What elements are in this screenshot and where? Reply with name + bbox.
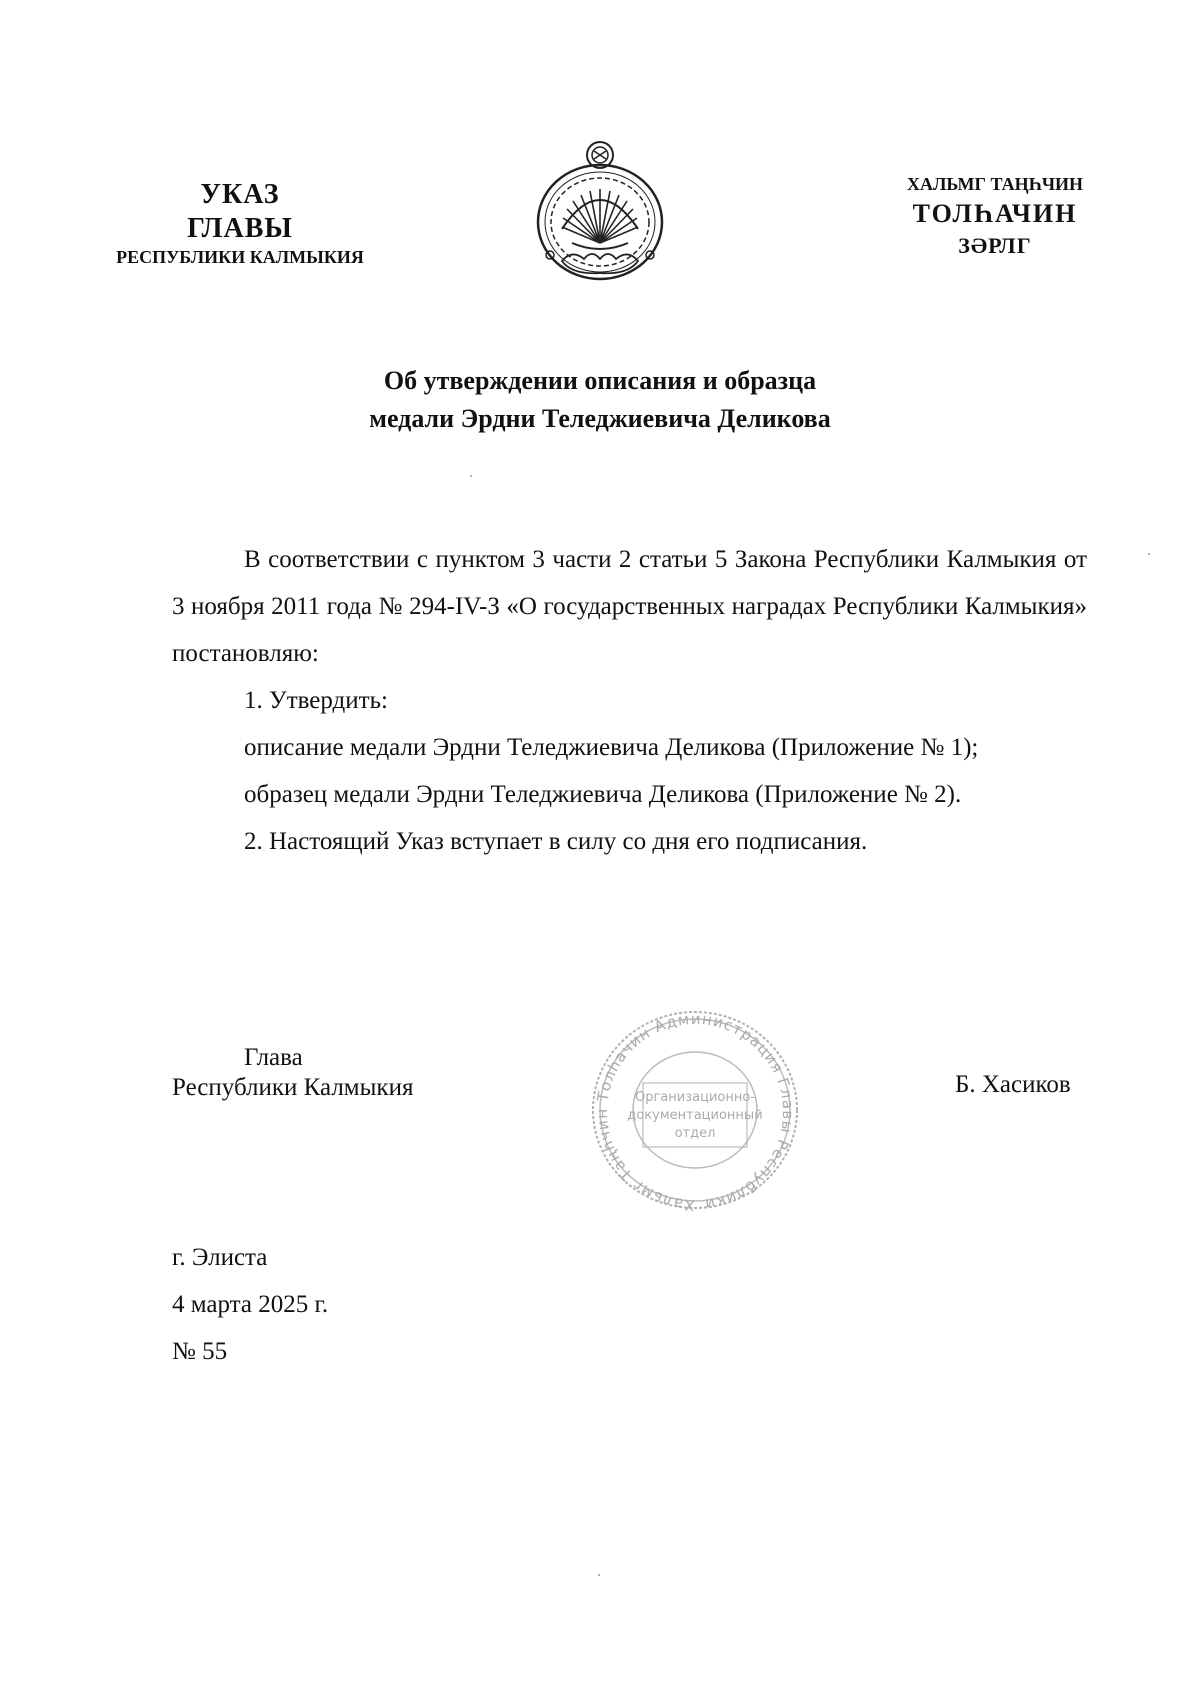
title-line2: медали Эрдни Теледжиевича Деликова [369, 403, 831, 433]
stamp-outer-text: Хальмг Таңһчин Толһачин Администрация Главы Республики [592, 1009, 798, 1215]
item-1-description: описание медали Эрдни Теледжиевича Деликова (Приложение № 1); [244, 734, 979, 761]
preamble-paragraph: В соответствии с пунктом 3 части 2 статьи 5 Закона Республики Калмыкия от 3 ноября 2011 года № 294-IV-З «О государственных наградах Республики Калмыкия» постановляю: [172, 546, 1087, 667]
decree-header-left [60, 178, 420, 269]
decree-number: № 55 [172, 1338, 228, 1365]
scan-speck [598, 1574, 600, 1576]
round-seal-icon [585, 1005, 805, 1220]
position-line2: Республики Калмыкия [172, 1074, 414, 1101]
scan-speck [1148, 553, 1150, 555]
scan-speck [470, 475, 472, 477]
signatory-position [172, 1043, 413, 1103]
item-1: 1. Утвердить: [244, 687, 388, 714]
decree-header-right [845, 174, 1145, 259]
issue-city: г. Элиста [172, 1244, 268, 1271]
kalmykia-coat-of-arms-icon [532, 137, 668, 292]
decree-body [172, 536, 1087, 865]
issue-date: 4 марта 2025 г. [172, 1291, 329, 1318]
header-right-line2: ТОЛҺАЧИН [912, 198, 1078, 228]
header-right-line3: ЗӘРЛГ [958, 232, 1032, 258]
stamp-inner-line2: документационный [627, 1108, 763, 1123]
title-line1: Об утверждении описания и образца [383, 366, 817, 395]
header-right-line1: ХАЛЬМГ ТАҢҺЧИН [906, 174, 1084, 194]
item-2: 2. Настоящий Указ вступает в силу со дня его подписания. [244, 828, 868, 855]
position-line1: Глава [244, 1044, 303, 1071]
header-left-line1: УКАЗ [200, 179, 280, 210]
signatory-name: Б. Хасиков [955, 1071, 1071, 1098]
stamp-inner-line3: отдел [674, 1126, 716, 1141]
item-1-sample: образец медали Эрдни Теледжиевича Деликова (Приложение № 2). [244, 781, 962, 808]
header-left-line2: ГЛАВЫ [187, 212, 293, 244]
document-title [200, 362, 1000, 437]
decree-footer [172, 1234, 328, 1375]
header-left-line3: РЕСПУБЛИКИ КАЛМЫКИЯ [116, 247, 364, 268]
stamp-inner-line1: Организационно- [634, 1090, 756, 1105]
